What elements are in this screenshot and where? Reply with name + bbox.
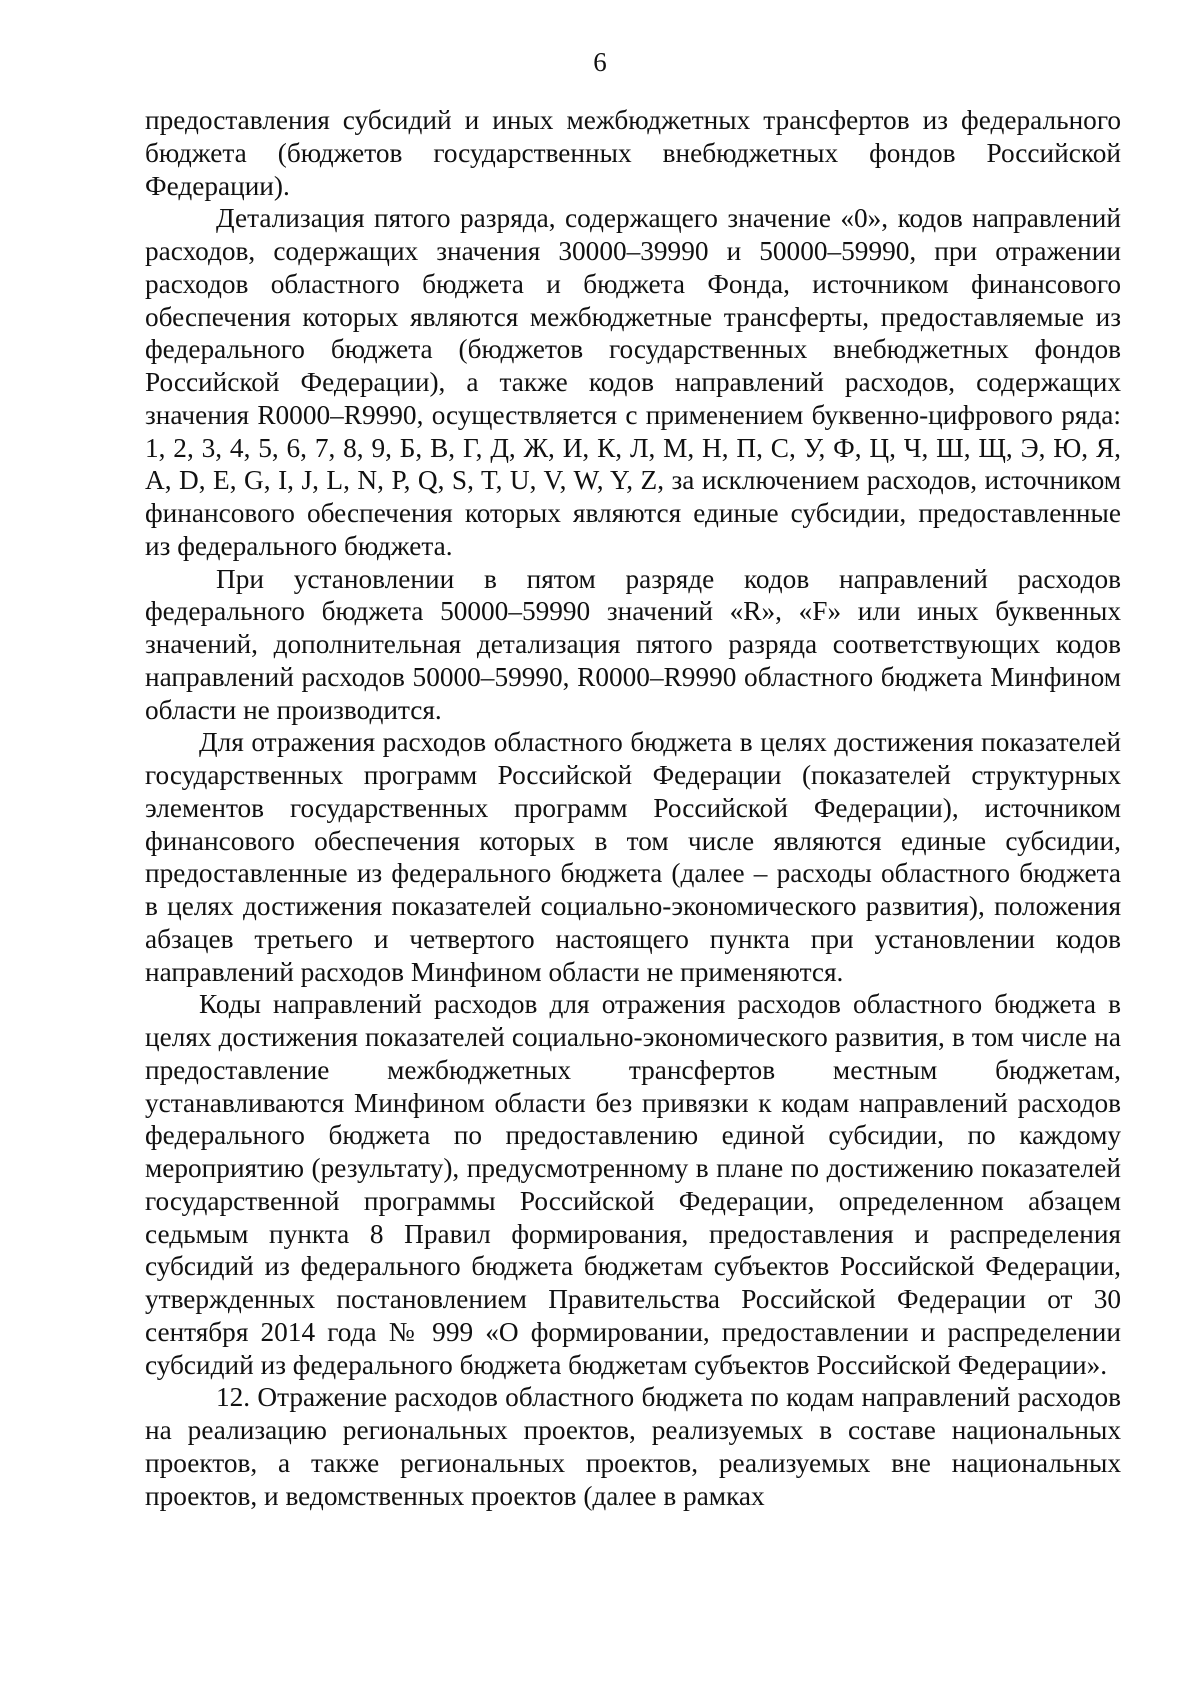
document-body xyxy=(145,104,1121,1512)
paragraph-socioeconomic-indicators: Для отражения расходов областного бюджета в целях достижения показателей государственных программ Российской Федерации (показателей структурных элементов государственных программ Российской Федерации), источником финансового обеспечения которых в том числе являются единые субсидии, предоставленные из федерального бюджета (далее – расходы областного бюджета в целях достижения показателей социально-экономического развития), положения абзацев третьего и четвертого настоящего пункта при установлении кодов направлений расходов Минфином области не применяются. xyxy=(145,727,1121,987)
paragraph-letter-values: При установлении в пятом разряде кодов направлений расходов федерального бюджета 50000–59990 значений «R», «F» или иных буквенных значений, дополнительная детализация пятого разряда соответствующих кодов направлений расходов 50000–59990, R0000–R9990 областного бюджета Минфином области не производится. xyxy=(145,563,1121,725)
page-number: 6 xyxy=(593,47,607,77)
paragraph-item-12: 12. Отражение расходов областного бюджета по кодам направлений расходов на реализацию региональных проектов, реализуемых в составе национальных проектов, а также региональных проектов, реализуемых вне национальных проектов, и ведомственных проектов (далее в рамках xyxy=(145,1382,1121,1511)
paragraph-expense-codes: Коды направлений расходов для отражения расходов областного бюджета в целях достижения показателей социально-экономического развития, в том числе на предоставление межбюджетных трансфертов местным бюджетам, устанавливаются Минфином области без привязки к кодам направлений расходов федерального бюджета по предоставлению единой субсидии, по каждому мероприятию (результату), предусмотренному в плане по достижению показателей государственной программы Российской Федерации, определенном абзацем седьмым пункта 8 Правил формирования, предоставления и распределения субсидий из федерального бюджета бюджетам субъектов Российской Федерации, утвержденных постановлением Правительства Российской Федерации от 30 сентября 2014 года № 999 «О формировании, предоставлении и распределении субсидий из федерального бюджета бюджетам субъектов Российской Федерации». xyxy=(145,989,1121,1380)
paragraph-continuation: предоставления субсидий и иных межбюджетных трансфертов из федерального бюджета (бюджетов государственных внебюджетных фондов Российской Федерации). xyxy=(145,105,1121,201)
paragraph-detailing-fifth-digit: Детализация пятого разряда, содержащего значение «0», кодов направлений расходов, содержащих значения 30000–39990 и 50000–59990, при отражении расходов областного бюджета и бюджета Фонда, источником финансового обеспечения которых являются межбюджетные трансферты, предоставляемые из федерального бюджета (бюджетов государственных внебюджетных фондов Российской Федерации), а также кодов направлений расходов, содержащих значения R0000–R9990, осуществляется с применением буквенно-цифрового ряда: 1, 2, 3, 4, 5, 6, 7, 8, 9, Б, В, Г, Д, Ж, И, К, Л, М, Н, П, С, У, Ф, Ц, Ч, Ш, Щ, Э, Ю, Я, A, D, E, G, I, J, L, N, P, Q, S, T, U, V, W, Y, Z, за исключением расходов, источником финансового обеспечения которых являются единые субсидии, предоставленные из федерального бюджета. xyxy=(145,203,1121,561)
